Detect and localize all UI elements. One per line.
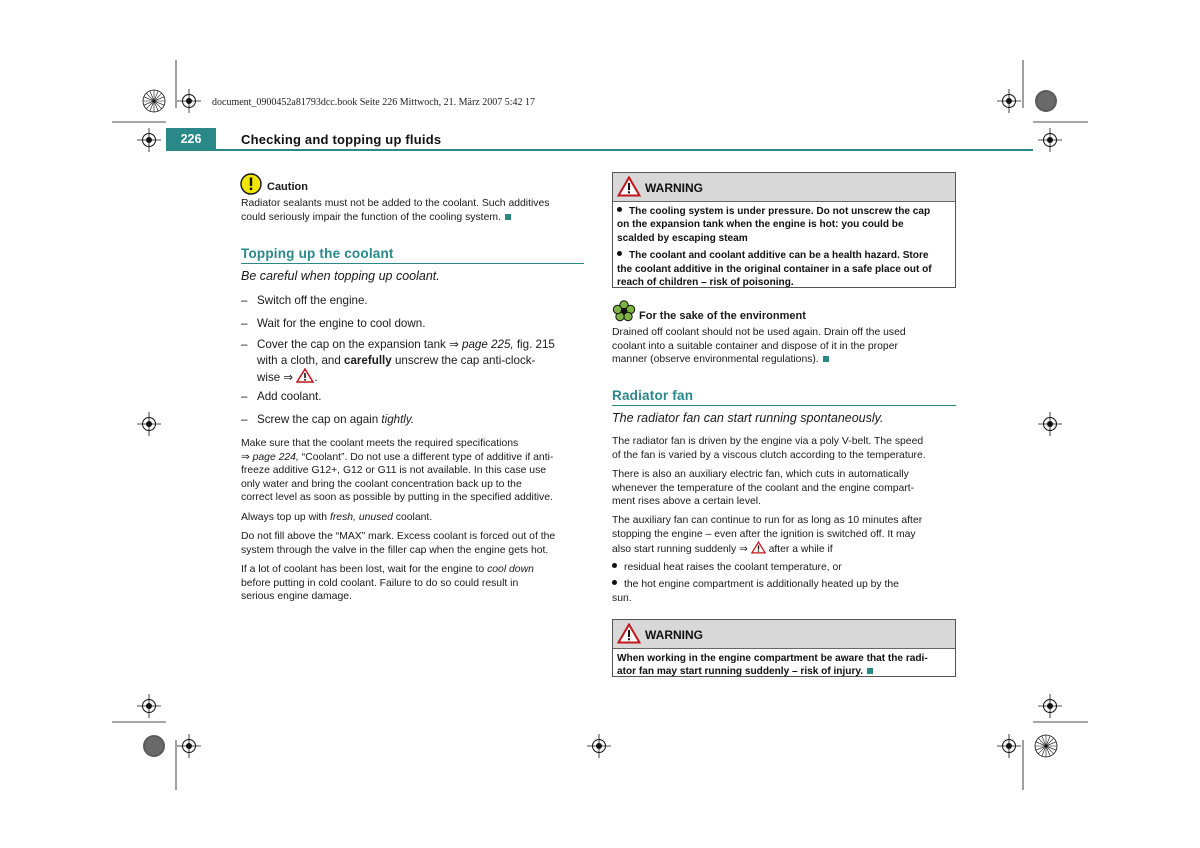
arrow-icon: ⇒ (241, 451, 250, 463)
bullet-icon (617, 251, 622, 256)
warning-triangle-icon (617, 623, 641, 644)
emphasis: carefully (344, 353, 392, 367)
page-number: 226 (166, 128, 216, 151)
end-of-section-icon (505, 214, 511, 220)
text-line: the coolant additive in the original container in a safe place out of (617, 263, 932, 275)
text-line: only water and bring the coolant concentration back up to the (241, 478, 522, 490)
section-heading-radiator-fan: Radiator fan (612, 388, 956, 406)
dash: – (241, 390, 248, 403)
warning-triangle-icon[interactable] (751, 541, 766, 554)
text-line (612, 541, 956, 557)
text-line: stopping the engine – even after the ignition is switched off. It may (612, 528, 916, 540)
header-divider (166, 149, 1033, 151)
text-line: correct level as soon as possible by putting in the specified additive. (241, 492, 553, 504)
text-line (612, 578, 956, 592)
arrow-icon: ⇒ (283, 371, 294, 384)
text-line: The cooling system is under pressure. Do not unscrew the cap (629, 206, 931, 217)
warning-body (613, 202, 955, 289)
emphasis: fresh, unused (329, 512, 393, 523)
text-part: the hot engine compartment is additionally heated up by the (624, 579, 899, 590)
bullet-icon (617, 207, 622, 212)
caution-line (241, 211, 584, 225)
paragraph (241, 563, 584, 604)
text-part: after a while if (765, 544, 833, 556)
text-line: on the expansion tank when the engine is hot: you could be (617, 219, 904, 231)
text-part: Always top up with (241, 512, 330, 523)
end-of-section-icon (867, 668, 873, 674)
warning-bullet (617, 205, 951, 218)
bullet-icon (612, 563, 617, 568)
document-info-line: document_0900452a81793dcc.book Seite 226 Mittwoch, 21. März 2007 5:42 17 (212, 97, 536, 108)
arrow-icon: ⇒ (449, 338, 459, 351)
dash: – (241, 294, 248, 307)
step-text-part: fig. 215 (513, 338, 555, 351)
step-text-part: with a cloth, and (257, 353, 345, 367)
text-line: freeze additive G12+, G12 or G11 is not available. In this case use (241, 465, 547, 477)
caution-text (241, 197, 584, 224)
emphasis: tightly. (381, 413, 415, 426)
section-subtitle: Be careful when topping up coolant. (241, 269, 440, 283)
text-part: manner (observe environmental regulations). (612, 354, 819, 366)
text-line: Do not fill above the “MAX” mark. Excess coolant is forced out of the (241, 531, 556, 542)
page-title: Checking and topping up fluids (241, 132, 442, 147)
warning-body (613, 649, 955, 679)
step-text: Add coolant. (257, 390, 322, 403)
list-item (612, 561, 956, 575)
text-line: ment rises above a certain level. (612, 496, 762, 508)
text-line: system through the valve in the filler cap when the engine gets hot. (241, 544, 549, 556)
warning-header (613, 620, 955, 649)
text-line: The auxiliary fan can continue to run for as long as 10 minutes after (612, 515, 923, 526)
arrow-icon: ⇒ (739, 544, 748, 556)
dash: – (241, 338, 248, 351)
text-line: Drained off coolant should not be used again. Drain off the used (612, 327, 906, 338)
environment-title: For the sake of the environment (639, 310, 806, 322)
warning-bullet (617, 249, 951, 262)
step-text-part: wise (257, 371, 284, 384)
caution-line: Radiator sealants must not be added to the coolant. Such additives (241, 198, 550, 209)
end-of-section-icon (823, 356, 829, 362)
list-item (612, 578, 956, 605)
step-text: Switch off the engine. (257, 294, 368, 307)
paragraph (241, 437, 584, 505)
dash: – (241, 413, 248, 426)
warning-box (612, 172, 956, 288)
text-part: If a lot of coolant has been lost, wait for the engine to (241, 564, 488, 575)
environment-text (612, 326, 956, 367)
environment-flower-icon (612, 300, 636, 327)
page-reference-link[interactable]: page 224, (252, 451, 299, 463)
warning-label: WARNING (645, 628, 703, 642)
paragraph (241, 511, 584, 525)
text-line: before putting in cold coolant. Failure to do so could result in (241, 577, 519, 589)
warning-box (612, 619, 956, 677)
warning-triangle-icon (617, 176, 641, 197)
text-line: coolant into a suitable container and dispose of it in the proper (612, 340, 898, 352)
caution-icon (240, 173, 262, 200)
step-text-part: Screw the cap on again (257, 413, 382, 426)
step-text: Cover the cap on the expansion tank ⇒ page 225, fig. 215 with a cloth, and carefully unscrew the cap anti-clock- wise ⇒ . (257, 338, 555, 384)
warning-label: WARNING (645, 181, 703, 195)
text-line (612, 353, 956, 367)
warning-header (613, 173, 955, 202)
text-part: “Coolant”. Do not use a different type of additive if anti- (298, 451, 554, 463)
caution-title: Caution (267, 181, 308, 193)
text-line: There is also an auxiliary electric fan, which cuts in automatically (612, 469, 909, 480)
text-part: ator fan may start running suddenly – risk of injury. (617, 666, 864, 678)
text-line (241, 563, 584, 577)
text-line (241, 451, 584, 465)
text-line: of the fan is varied by a viscous clutch according to the temperature. (612, 449, 926, 461)
text-part: also start running suddenly (612, 544, 740, 556)
bullet-icon (612, 580, 617, 585)
text-line: The coolant and coolant additive can be a health hazard. Store (629, 250, 929, 262)
text-line: whenever the temperature of the coolant and the engine compart- (612, 482, 915, 494)
text-line: reach of children – risk of poisoning. (617, 277, 794, 289)
dash: – (241, 317, 248, 330)
paragraph (612, 468, 956, 509)
step-text-part: Cover the cap on the expansion tank (257, 338, 450, 351)
section-subtitle: The radiator fan can start running spontaneously. (612, 411, 884, 425)
text-line: serious engine damage. (241, 591, 352, 603)
step-text (257, 412, 585, 428)
text-line (617, 665, 951, 678)
caution-line-text: could seriously impair the function of the cooling system. (241, 211, 501, 223)
text-line: scalded by escaping steam (617, 232, 748, 244)
section-heading-topping-up: Topping up the coolant (241, 246, 584, 264)
text-line: sun. (612, 592, 632, 604)
emphasis: cool down (487, 564, 534, 575)
warning-triangle-icon[interactable] (296, 368, 314, 383)
page-reference-link[interactable]: page 225, (462, 338, 514, 351)
text-line: When working in the engine compartment be aware that the radi- (617, 653, 928, 664)
list-item (241, 337, 584, 385)
step-text: Wait for the engine to cool down. (257, 317, 426, 330)
text-line: residual heat raises the coolant temperature, or (624, 562, 842, 573)
paragraph (612, 435, 956, 462)
paragraph (612, 514, 956, 557)
text-line: The radiator fan is driven by the engine via a poly V-belt. The speed (612, 436, 924, 447)
paragraph (241, 530, 584, 557)
text-part: coolant. (392, 512, 433, 523)
text-line: Make sure that the coolant meets the required specifications (241, 438, 519, 449)
step-text-part: unscrew the cap anti-clock- (391, 353, 536, 367)
